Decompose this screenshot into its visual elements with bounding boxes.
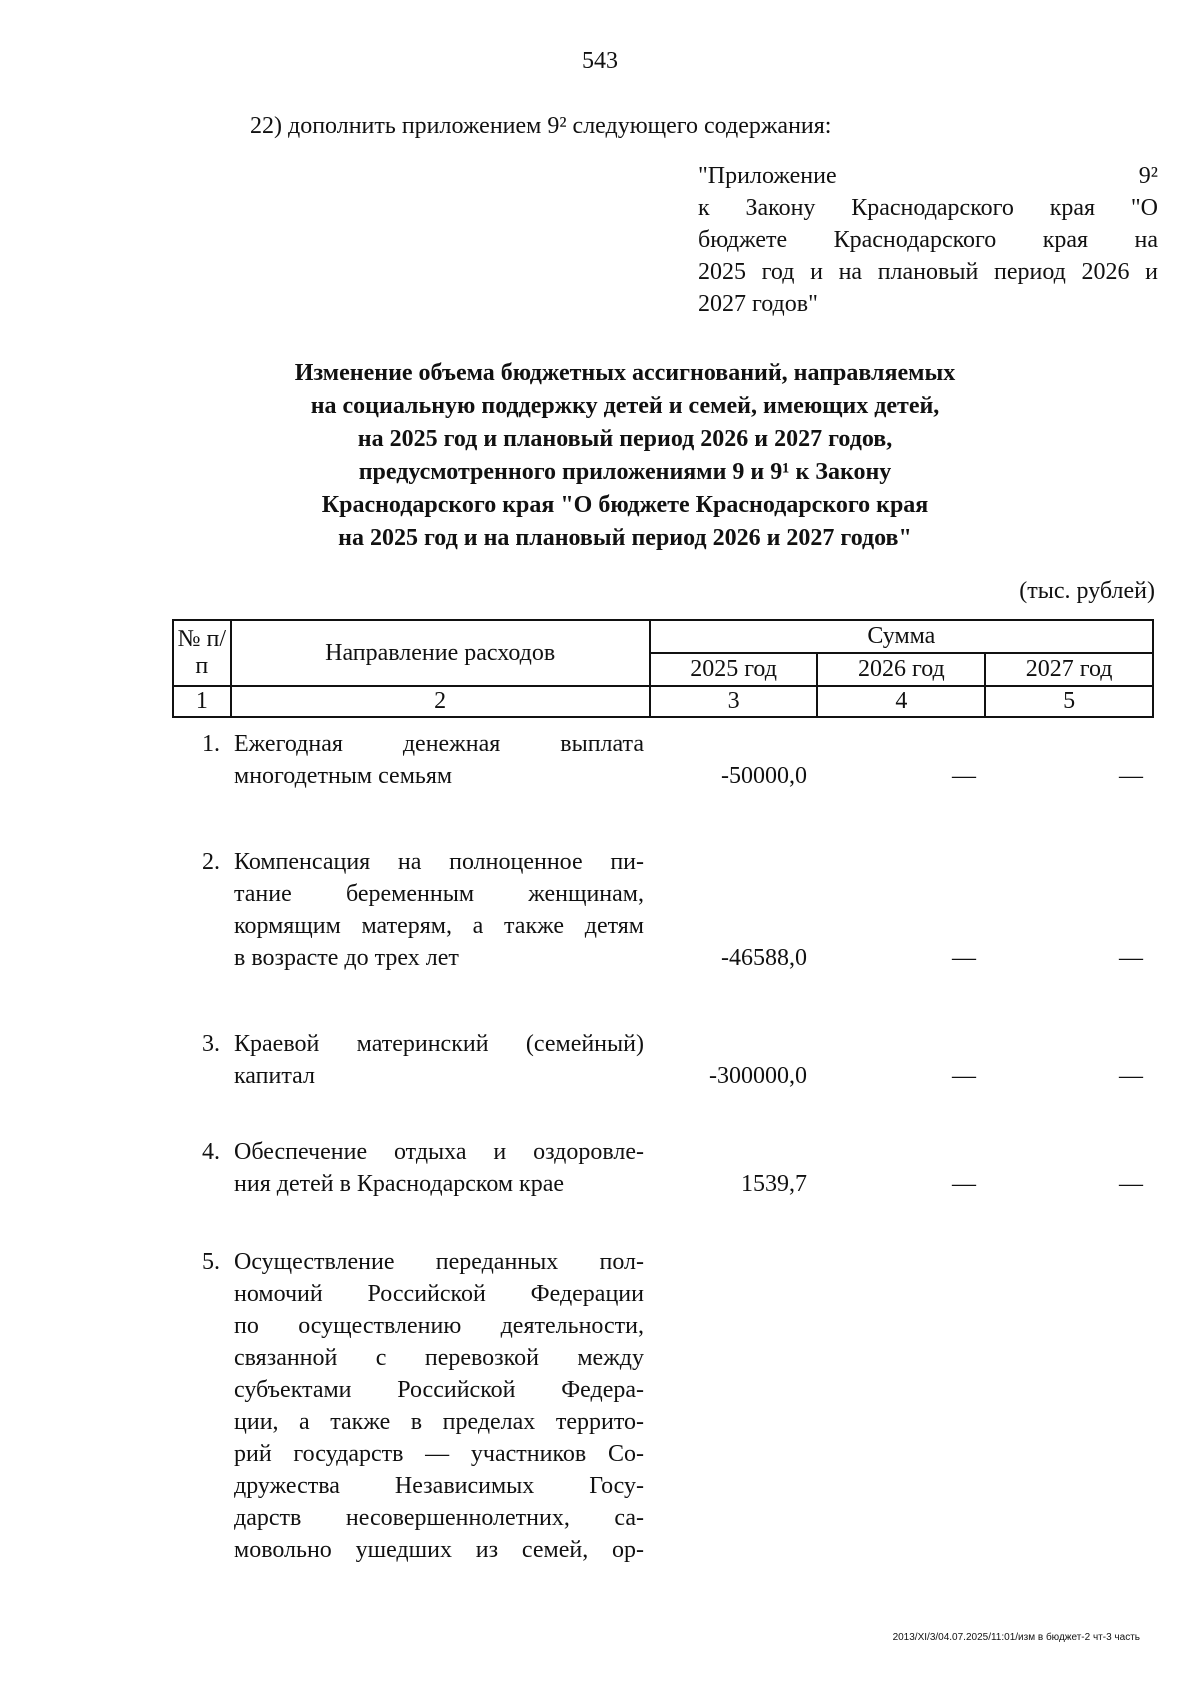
table-row bbox=[172, 1136, 1154, 1200]
row-value-2027: — bbox=[1119, 763, 1143, 789]
row-text-line: Компенсация на полноценное пи- bbox=[234, 849, 644, 875]
row-description bbox=[228, 1246, 648, 1566]
row-text-line: связанной с перевозкой между bbox=[234, 1345, 644, 1371]
row-value-2025: 1539,7 bbox=[741, 1171, 807, 1197]
row-value-2026: — bbox=[952, 1171, 976, 1197]
col-direction-header: Направление расходов bbox=[231, 620, 650, 686]
row-text-line: в возрасте до трех лет bbox=[234, 945, 459, 971]
appendix-reference bbox=[698, 160, 1158, 320]
row-value-2026: — bbox=[952, 1063, 976, 1089]
appendix-line: к Закону Краснодарского края "О bbox=[698, 195, 1158, 221]
row-value-2025: -46588,0 bbox=[721, 945, 807, 971]
appendix-line: 2025 год и на плановый период 2026 и bbox=[698, 259, 1158, 285]
row-value-2027: — bbox=[1119, 945, 1143, 971]
col-year-2027: 2027 год bbox=[985, 653, 1153, 686]
table-row bbox=[172, 846, 1154, 974]
row-text-line: мовольно ушедших из семей, ор- bbox=[234, 1537, 644, 1563]
title-line: предусмотренного приложениями 9 и 9¹ к Закону bbox=[358, 459, 892, 485]
row-value-2025: -300000,0 bbox=[709, 1063, 807, 1089]
appendix-line: бюджете Краснодарского края на bbox=[698, 227, 1158, 253]
row-text-line: ции, а также в пределах террито- bbox=[234, 1409, 644, 1435]
row-number: 3. bbox=[202, 1031, 220, 1057]
col-year-2025: 2025 год bbox=[650, 653, 818, 686]
row-text-line: номочий Российской Федерации bbox=[234, 1281, 644, 1307]
page-number: 543 bbox=[582, 48, 618, 74]
appendix-line: 2027 годов" bbox=[698, 291, 818, 317]
table-row bbox=[172, 1028, 1154, 1092]
title-line: Краснодарского края "О бюджете Краснодарского края bbox=[321, 492, 929, 518]
title-line: на 2025 год и на плановый период 2026 и 2027 годов" bbox=[338, 525, 912, 551]
appendix-line: "Приложение 9² bbox=[698, 163, 1158, 189]
row-description bbox=[228, 1136, 648, 1200]
row-text-line: субъектами Российской Федера- bbox=[234, 1377, 644, 1403]
row-value-2025: -50000,0 bbox=[721, 763, 807, 789]
title-line: на 2025 год и плановый период 2026 и 2027 годов, bbox=[357, 426, 893, 452]
row-text-line: Ежегодная денежная выплата bbox=[234, 731, 644, 757]
row-text-line: Краевой материнский (семейный) bbox=[234, 1031, 644, 1057]
intro-text: 22) дополнить приложением 9² следующего содержания: bbox=[250, 113, 832, 139]
col-index: 1 bbox=[173, 686, 231, 717]
footer-stamp: 2013/XI/3/04.07.2025/11:01/изм в бюджет-2 чт-3 часть bbox=[892, 1632, 1140, 1643]
row-text-line: Обеспечение отдыха и оздоровле- bbox=[234, 1139, 644, 1165]
row-number: 1. bbox=[202, 731, 220, 757]
row-number: 4. bbox=[202, 1139, 220, 1165]
col-index: 5 bbox=[985, 686, 1153, 717]
title-line: на социальную поддержку детей и семей, имеющих детей, bbox=[310, 393, 940, 419]
row-text-line: по осуществлению деятельности, bbox=[234, 1313, 644, 1339]
row-description bbox=[228, 1028, 648, 1092]
title-line: Изменение объема бюджетных ассигнований, направляемых bbox=[294, 360, 956, 386]
row-value-2027: — bbox=[1119, 1171, 1143, 1197]
row-number: 5. bbox=[202, 1249, 220, 1275]
col-index: 3 bbox=[650, 686, 818, 717]
units-label: (тыс. рублей) bbox=[1019, 578, 1155, 604]
col-index: 4 bbox=[817, 686, 985, 717]
row-description bbox=[228, 846, 648, 974]
table-row bbox=[172, 728, 1154, 792]
document-title bbox=[230, 357, 1020, 555]
row-text-line: многодетным семьям bbox=[234, 763, 453, 789]
row-value-2027: — bbox=[1119, 1063, 1143, 1089]
table-row bbox=[172, 1246, 1154, 1566]
row-text-line: тание беременным женщинам, bbox=[234, 881, 644, 907]
col-index: 2 bbox=[231, 686, 650, 717]
row-description bbox=[228, 728, 648, 792]
row-text-line: дружества Независимых Госу- bbox=[234, 1473, 644, 1499]
col-year-2026: 2026 год bbox=[817, 653, 985, 686]
col-number-header: № п/п bbox=[173, 620, 231, 686]
row-number: 2. bbox=[202, 849, 220, 875]
row-text-line: ния детей в Краснодарском крае bbox=[234, 1171, 565, 1197]
row-text-line: кормящим матерям, а также детям bbox=[234, 913, 644, 939]
row-text-line: Осуществление переданных пол- bbox=[234, 1249, 644, 1275]
row-text-line: рий государств — участников Со- bbox=[234, 1441, 644, 1467]
row-value-2026: — bbox=[952, 763, 976, 789]
row-text-line: дарств несовершеннолетних, са- bbox=[234, 1505, 644, 1531]
table-header bbox=[172, 619, 1154, 718]
row-value-2026: — bbox=[952, 945, 976, 971]
col-sum-header: Сумма bbox=[650, 620, 1153, 653]
table-body bbox=[172, 728, 1154, 1566]
row-text-line: капитал bbox=[234, 1063, 315, 1089]
